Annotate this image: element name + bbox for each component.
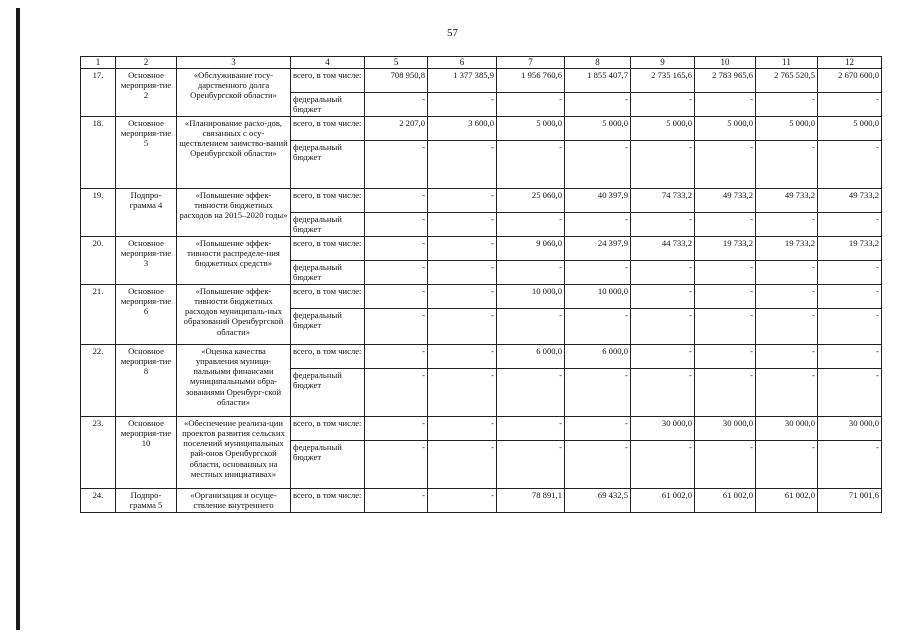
row-number: 17. <box>81 69 116 117</box>
amount-cell: - <box>695 309 756 345</box>
amount-cell: 19 733,2 <box>818 237 882 261</box>
amount-cell: 61 002,0 <box>631 489 695 513</box>
amount-cell: 74 733,2 <box>631 189 695 213</box>
amount-cell: 30 000,0 <box>756 417 818 441</box>
amount-cell: - <box>497 141 565 189</box>
amount-cell: - <box>565 417 631 441</box>
amount-cell: 10 000,0 <box>497 285 565 309</box>
amount-cell: - <box>695 141 756 189</box>
amount-cell: - <box>756 213 818 237</box>
funding-source-label: федеральный бюджет <box>291 261 365 285</box>
amount-cell: - <box>428 489 497 513</box>
amount-cell: - <box>428 237 497 261</box>
funding-source-label: всего, в том числе: <box>291 345 365 369</box>
amount-cell: - <box>497 93 565 117</box>
amount-cell: 2 207,0 <box>365 117 428 141</box>
amount-cell: 3 600,0 <box>428 117 497 141</box>
table-row <box>81 69 882 93</box>
amount-cell: - <box>695 213 756 237</box>
column-header: 6 <box>428 57 497 69</box>
amount-cell: 9 060,0 <box>497 237 565 261</box>
amount-cell: 5 000,0 <box>818 117 882 141</box>
row-number: 20. <box>81 237 116 285</box>
table-row <box>81 189 882 213</box>
amount-cell: - <box>565 261 631 285</box>
table-row <box>81 489 882 513</box>
amount-cell: - <box>365 345 428 369</box>
program-item: Основное мероприя-тие 3 <box>116 237 177 285</box>
amount-cell: - <box>756 441 818 489</box>
funding-source-label: всего, в том числе: <box>291 285 365 309</box>
amount-cell: - <box>428 417 497 441</box>
amount-cell: - <box>365 237 428 261</box>
amount-cell: 5 000,0 <box>497 117 565 141</box>
column-header: 4 <box>291 57 365 69</box>
amount-cell: - <box>695 345 756 369</box>
amount-cell: 5 000,0 <box>631 117 695 141</box>
amount-cell: - <box>756 369 818 417</box>
table-row <box>81 117 882 141</box>
table-row <box>81 285 882 309</box>
amount-cell: - <box>365 285 428 309</box>
column-header: 3 <box>177 57 291 69</box>
column-header: 10 <box>695 57 756 69</box>
funding-source-label: всего, в том числе: <box>291 417 365 441</box>
amount-cell: - <box>497 441 565 489</box>
amount-cell: 2 670 600,0 <box>818 69 882 93</box>
amount-cell: - <box>695 285 756 309</box>
amount-cell: 78 891,1 <box>497 489 565 513</box>
amount-cell: 708 950,8 <box>365 69 428 93</box>
amount-cell: - <box>695 369 756 417</box>
amount-cell: - <box>365 369 428 417</box>
amount-cell: - <box>365 441 428 489</box>
program-name: «Обеспечение реализа-ции проектов развития сельских поселений муниципальных рай-онов Оренбургской области, основанных на местных инициативах» <box>177 417 291 489</box>
amount-cell: 61 002,0 <box>695 489 756 513</box>
funding-source-label: всего, в том числе: <box>291 117 365 141</box>
amount-cell: - <box>565 141 631 189</box>
row-number: 22. <box>81 345 116 417</box>
amount-cell: - <box>565 309 631 345</box>
row-number: 19. <box>81 189 116 237</box>
funding-source-label: федеральный бюджет <box>291 213 365 237</box>
amount-cell: - <box>631 309 695 345</box>
amount-cell: - <box>818 345 882 369</box>
column-header: 9 <box>631 57 695 69</box>
row-number: 23. <box>81 417 116 489</box>
program-item: Основное мероприя-тие 10 <box>116 417 177 489</box>
binding-edge <box>16 8 20 630</box>
amount-cell: - <box>756 345 818 369</box>
amount-cell: - <box>818 285 882 309</box>
amount-cell: - <box>497 213 565 237</box>
amount-cell: - <box>756 285 818 309</box>
amount-cell: - <box>565 93 631 117</box>
amount-cell: - <box>756 141 818 189</box>
program-item: Основное мероприя-тие 6 <box>116 285 177 345</box>
header-row <box>81 57 882 69</box>
funding-source-label: всего, в том числе: <box>291 69 365 93</box>
amount-cell: - <box>756 309 818 345</box>
amount-cell: - <box>631 345 695 369</box>
amount-cell: 25 060,0 <box>497 189 565 213</box>
amount-cell: - <box>428 369 497 417</box>
row-number: 24. <box>81 489 116 513</box>
table-row <box>81 345 882 369</box>
program-name: «Организация и осуще-ствление внутреннего <box>177 489 291 513</box>
amount-cell: - <box>497 309 565 345</box>
amount-cell: - <box>428 261 497 285</box>
program-name: «Повышение эффек-тивности распределе-ния бюджетных средств» <box>177 237 291 285</box>
amount-cell: - <box>365 93 428 117</box>
column-header: 1 <box>81 57 116 69</box>
amount-cell: 49 733,2 <box>756 189 818 213</box>
amount-cell: 10 000,0 <box>565 285 631 309</box>
column-header: 12 <box>818 57 882 69</box>
amount-cell: - <box>428 93 497 117</box>
funding-source-label: федеральный бюджет <box>291 93 365 117</box>
amount-cell: - <box>818 261 882 285</box>
amount-cell: 19 733,2 <box>695 237 756 261</box>
amount-cell: 19 733,2 <box>756 237 818 261</box>
funding-source-label: всего, в том числе: <box>291 489 365 513</box>
column-header: 5 <box>365 57 428 69</box>
program-item: Подпро-грамма 5 <box>116 489 177 513</box>
program-item: Подпро-грамма 4 <box>116 189 177 237</box>
amount-cell: - <box>428 285 497 309</box>
amount-cell: - <box>756 93 818 117</box>
amount-cell: 2 783 965,6 <box>695 69 756 93</box>
amount-cell: - <box>631 93 695 117</box>
amount-cell: 40 397,9 <box>565 189 631 213</box>
amount-cell: 30 000,0 <box>695 417 756 441</box>
amount-cell: - <box>428 441 497 489</box>
table-row <box>81 417 882 441</box>
column-header: 7 <box>497 57 565 69</box>
amount-cell: - <box>497 417 565 441</box>
amount-cell: - <box>565 213 631 237</box>
row-number: 18. <box>81 117 116 189</box>
amount-cell: 30 000,0 <box>818 417 882 441</box>
funding-source-label: федеральный бюджет <box>291 309 365 345</box>
amount-cell: - <box>365 417 428 441</box>
amount-cell: - <box>497 369 565 417</box>
amount-cell: 49 733,2 <box>695 189 756 213</box>
column-header: 8 <box>565 57 631 69</box>
program-item: Основное мероприя-тие 8 <box>116 345 177 417</box>
amount-cell: - <box>428 309 497 345</box>
program-name: «Обслуживание госу-дарственного долга Оренбургской области» <box>177 69 291 117</box>
amount-cell: - <box>631 285 695 309</box>
amount-cell: - <box>818 213 882 237</box>
amount-cell: - <box>428 345 497 369</box>
program-name: «Оценка качества управления муници-пальными финансами муниципальными обра-зованиями Оренбург-ской области» <box>177 345 291 417</box>
column-header: 11 <box>756 57 818 69</box>
amount-cell: - <box>695 261 756 285</box>
budget-table <box>80 56 882 513</box>
amount-cell: 30 000,0 <box>631 417 695 441</box>
amount-cell: - <box>631 213 695 237</box>
amount-cell: - <box>365 489 428 513</box>
amount-cell: 2 735 165,6 <box>631 69 695 93</box>
amount-cell: 5 000,0 <box>695 117 756 141</box>
funding-source-label: всего, в том числе: <box>291 237 365 261</box>
amount-cell: 24 397,9 <box>565 237 631 261</box>
amount-cell: - <box>818 369 882 417</box>
column-header: 2 <box>116 57 177 69</box>
amount-cell: - <box>428 213 497 237</box>
amount-cell: - <box>818 141 882 189</box>
program-item: Основное мероприя-тие 2 <box>116 69 177 117</box>
amount-cell: - <box>818 309 882 345</box>
amount-cell: 61 002,0 <box>756 489 818 513</box>
amount-cell: 5 000,0 <box>756 117 818 141</box>
amount-cell: - <box>695 441 756 489</box>
amount-cell: 6 000,0 <box>565 345 631 369</box>
amount-cell: - <box>365 189 428 213</box>
amount-cell: - <box>428 189 497 213</box>
funding-source-label: всего, в том числе: <box>291 189 365 213</box>
amount-cell: 6 000,0 <box>497 345 565 369</box>
page-number: 57 <box>447 27 458 39</box>
amount-cell: 1 855 407,7 <box>565 69 631 93</box>
amount-cell: - <box>365 309 428 345</box>
amount-cell: - <box>695 93 756 117</box>
amount-cell: - <box>631 141 695 189</box>
amount-cell: 2 765 520,5 <box>756 69 818 93</box>
amount-cell: - <box>497 261 565 285</box>
table-row <box>81 237 882 261</box>
amount-cell: - <box>631 261 695 285</box>
amount-cell: - <box>565 441 631 489</box>
amount-cell: - <box>631 369 695 417</box>
program-name: «Повышение эффек-тивности бюджетных расходов муниципаль-ных образований Оренбургской области» <box>177 285 291 345</box>
amount-cell: 44 733,2 <box>631 237 695 261</box>
amount-cell: 71 001,6 <box>818 489 882 513</box>
amount-cell: 5 000,0 <box>565 117 631 141</box>
program-name: «Планирование расхо-дов, связанных с осу-ществлением заимство-ваний Оренбургской области» <box>177 117 291 189</box>
amount-cell: - <box>365 141 428 189</box>
amount-cell: - <box>756 261 818 285</box>
amount-cell: - <box>818 441 882 489</box>
amount-cell: 69 432,5 <box>565 489 631 513</box>
funding-source-label: федеральный бюджет <box>291 141 365 189</box>
row-number: 21. <box>81 285 116 345</box>
program-item: Основное мероприя-тие 5 <box>116 117 177 189</box>
amount-cell: - <box>631 441 695 489</box>
amount-cell: - <box>365 261 428 285</box>
amount-cell: - <box>565 369 631 417</box>
amount-cell: 1 377 385,9 <box>428 69 497 93</box>
amount-cell: 1 956 760,6 <box>497 69 565 93</box>
funding-source-label: федеральный бюджет <box>291 369 365 417</box>
amount-cell: - <box>428 141 497 189</box>
amount-cell: 49 733,2 <box>818 189 882 213</box>
amount-cell: - <box>818 93 882 117</box>
funding-source-label: федеральный бюджет <box>291 441 365 489</box>
amount-cell: - <box>365 213 428 237</box>
program-name: «Повышение эффек-тивности бюджетных расходов на 2015–2020 годы» <box>177 189 291 237</box>
